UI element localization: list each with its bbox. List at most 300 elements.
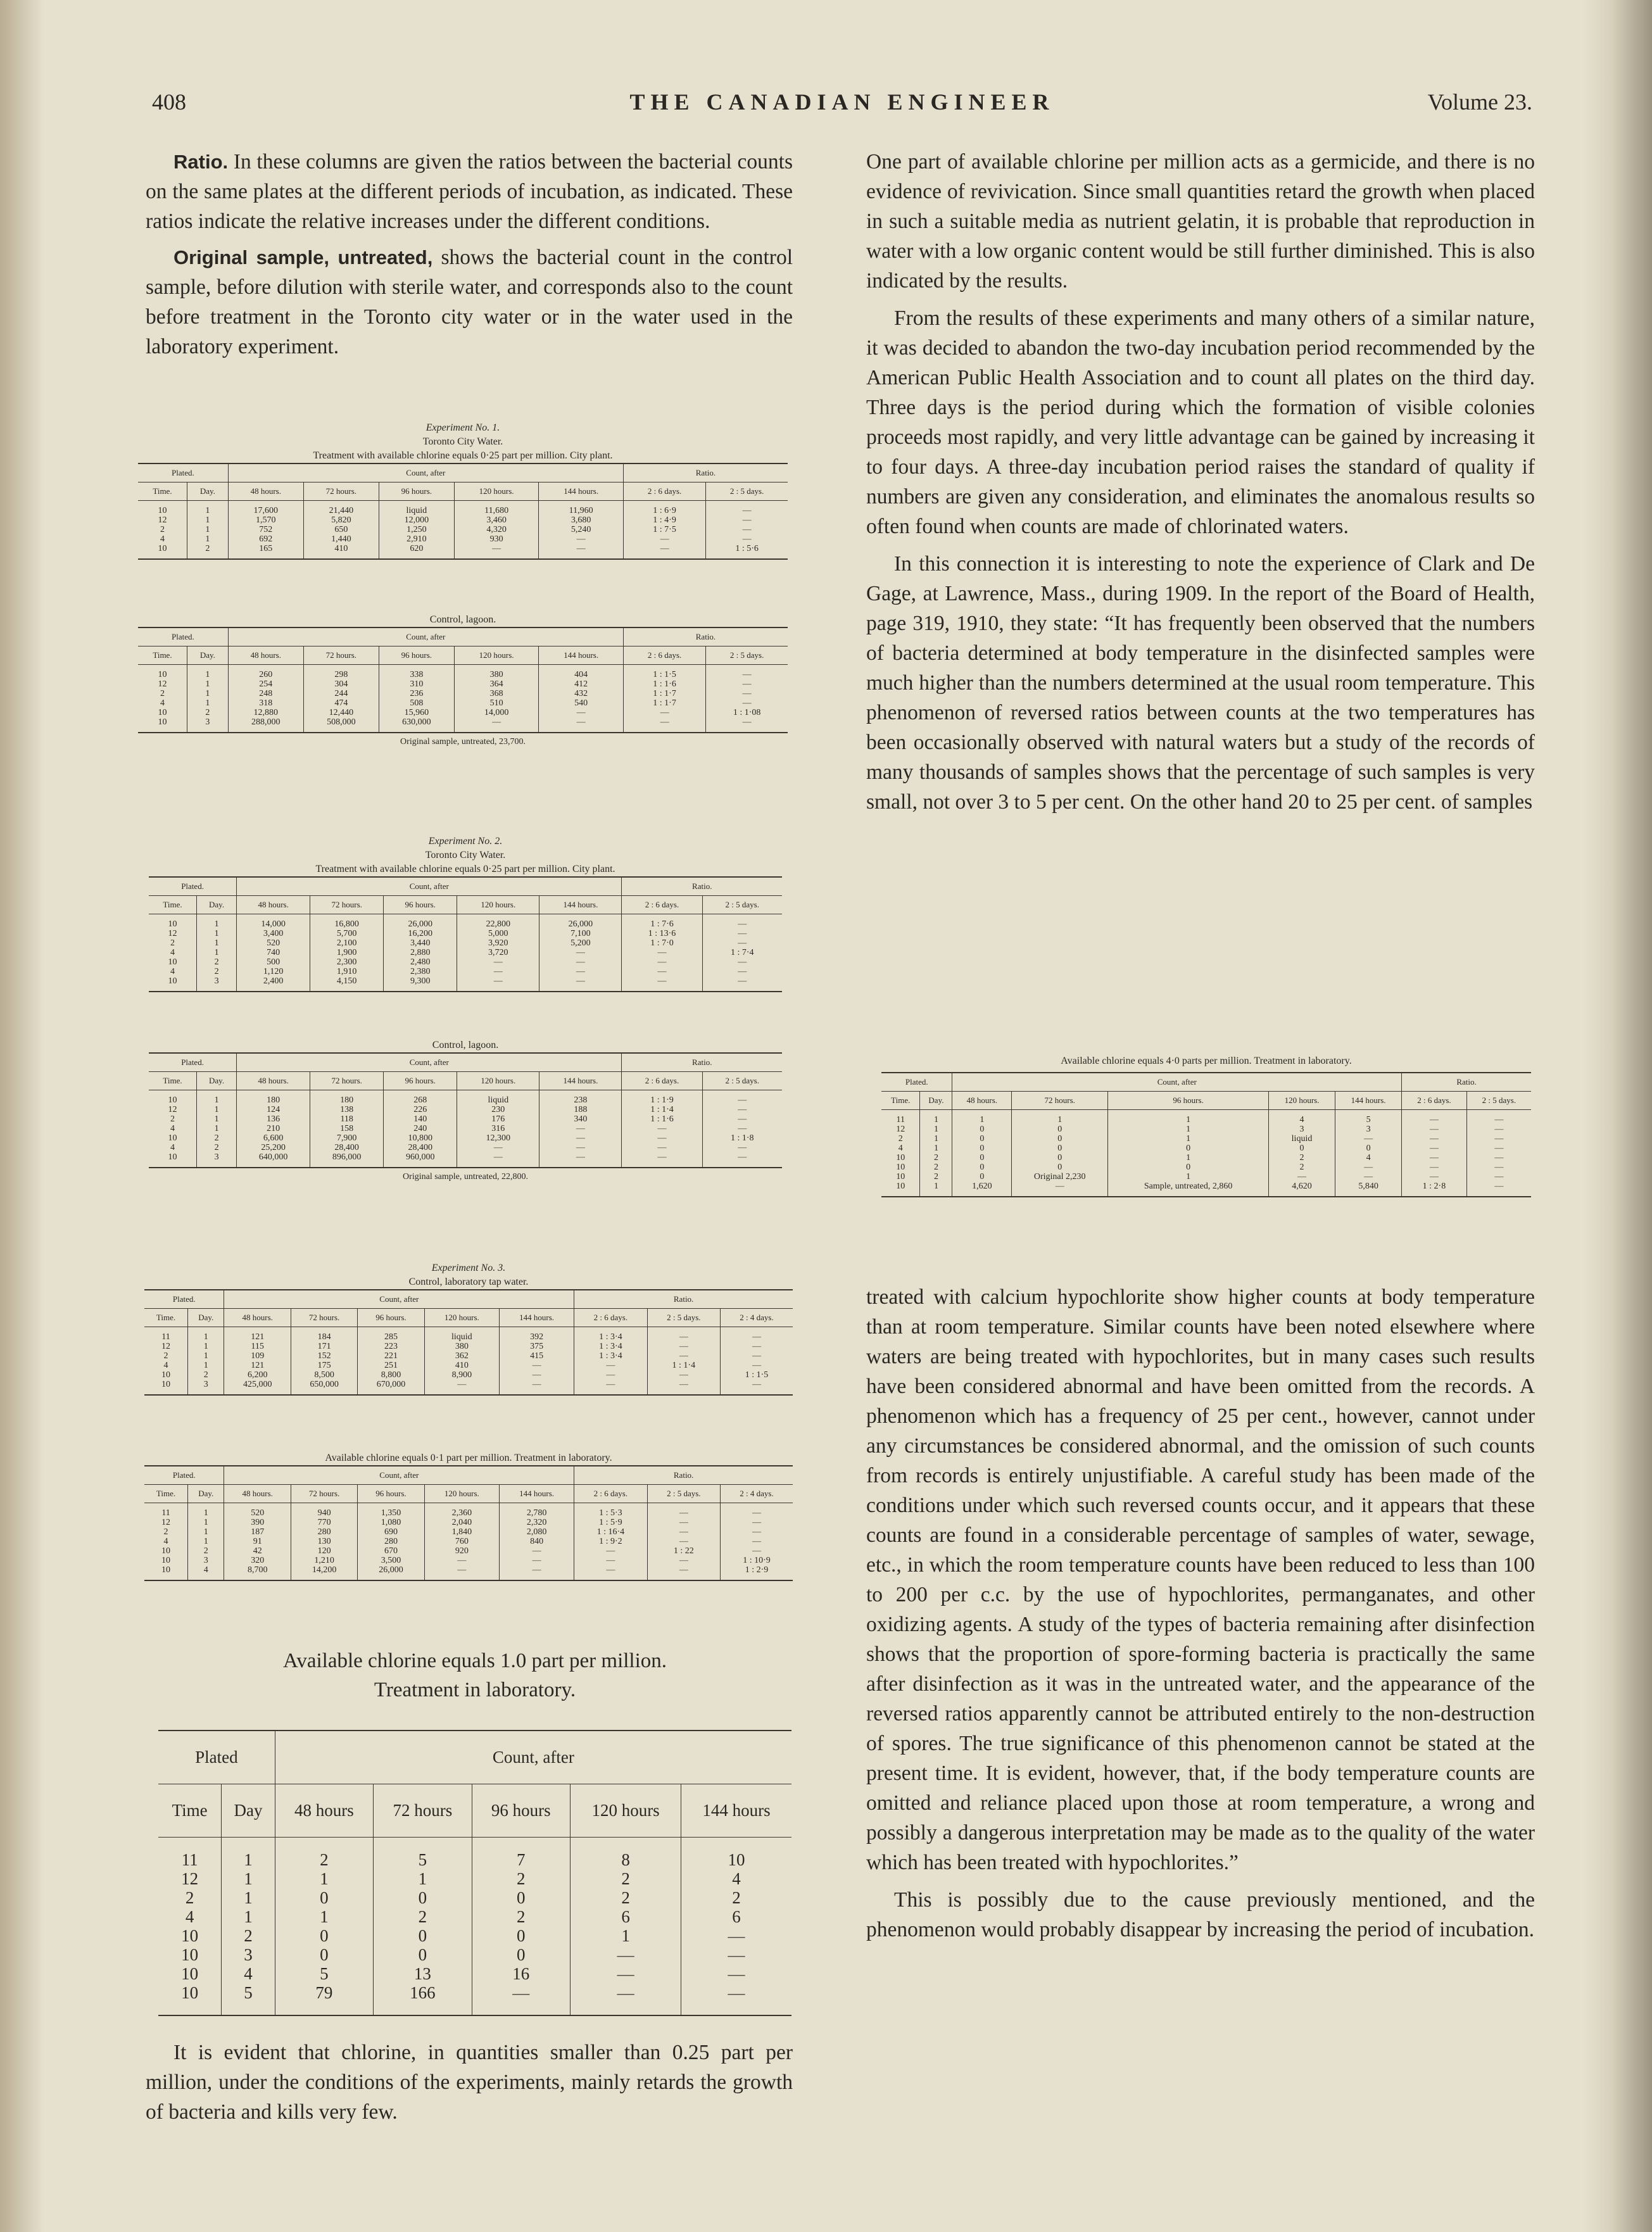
column-header: 2 : 5 days. — [702, 1072, 782, 1090]
table-cell: 2,080 — [526, 1527, 547, 1537]
column-values — [622, 1090, 702, 1168]
table-cell: 166 — [410, 1983, 436, 2002]
column-header: 72 hours. — [1012, 1092, 1108, 1110]
table-cell: 2 — [621, 1888, 630, 1907]
column-header: 72 hours — [374, 1784, 472, 1838]
page-edge-shadow — [1582, 0, 1652, 2232]
table-cell: 2 — [214, 957, 219, 967]
table-control-lagoon-2 — [149, 1038, 782, 1182]
table-cell: 136 — [267, 1114, 281, 1124]
column-header: 2 : 4 days. — [721, 1309, 793, 1327]
table-cell: 2,910 — [407, 534, 427, 544]
table-cell: — — [1429, 1153, 1439, 1163]
table-cell: 248 — [259, 689, 273, 698]
table-cell: 2 — [517, 1907, 526, 1926]
column-values — [622, 914, 702, 992]
table-cell: 5,200 — [571, 938, 591, 948]
table-cell: 26,000 — [379, 1565, 403, 1575]
table-cell: 14,000 — [484, 708, 509, 717]
table-cell: 1 — [214, 919, 219, 929]
page-number: 408 — [152, 89, 186, 115]
table-cell: 1 — [214, 1124, 219, 1133]
table-cell: — — [1429, 1163, 1439, 1172]
table-cell: 28,400 — [334, 1143, 359, 1152]
table-row — [149, 1090, 782, 1168]
table-cell: 1 : 2·8 — [1422, 1182, 1446, 1191]
table-cell: 8,800 — [381, 1370, 401, 1380]
table-cell: 8 — [621, 1850, 630, 1869]
table-cell: 2 — [621, 1869, 630, 1888]
column-values — [149, 914, 196, 992]
table-cell: — — [738, 938, 747, 948]
table-title: Control, lagoon. — [429, 614, 496, 625]
table-cell: 1 — [205, 525, 210, 534]
column-values — [623, 665, 705, 733]
table-cell: 1 — [320, 1869, 329, 1888]
table-cell: 1 — [1186, 1172, 1191, 1182]
column-values — [574, 1327, 647, 1396]
column-header: Time. — [138, 646, 187, 665]
column-header: 96 hours. — [379, 482, 454, 501]
table-cell: 10 — [181, 1945, 199, 1964]
table-cell: 2 — [732, 1888, 741, 1907]
column-values — [457, 1090, 539, 1168]
incubation-paragraph: From the results of these experiments and many others of a similar nature, it was decided to abandon the two-day incubation period recommended by the American Public Health Association and to count all plates on the third day. Three days is the period during which the formation of visible colonies proceeds most rapidly, and very little advantage can be gained by increasing it to four days. A three-day incubation period raises the standard of quality if numbers are given any consideration, and eliminates the anomalous results so often found when counts are made of chlorinated waters. — [866, 306, 1535, 538]
table-cell: 1 — [933, 1144, 938, 1153]
table-cell: 121 — [251, 1332, 265, 1342]
table-cell: 1 : 1·5 — [745, 1370, 769, 1380]
table-cell: 0 — [1186, 1144, 1191, 1153]
table-cell: 1 : 1·4 — [650, 1105, 674, 1114]
column-values — [149, 1090, 196, 1168]
table-cell: liquid — [406, 506, 427, 515]
table-cell: 12 — [168, 929, 177, 938]
table-row — [138, 665, 788, 733]
table-cell: 8,900 — [451, 1370, 472, 1380]
table-cell: 960,000 — [405, 1152, 435, 1162]
table-cell: 1 : 7·4 — [730, 948, 754, 957]
volume-label: Volume 23. — [1427, 89, 1532, 115]
column-header: Time. — [149, 896, 196, 914]
column-values — [187, 665, 228, 733]
column-header: 96 hours — [472, 1784, 570, 1838]
table-cell: 14,200 — [312, 1565, 337, 1575]
column-values — [1012, 1110, 1108, 1197]
table-cell: 1 : 10·9 — [743, 1556, 771, 1565]
table-cell: 412 — [574, 679, 588, 689]
table-cell: 0 — [320, 1945, 329, 1964]
table-cell: 12 — [168, 1105, 177, 1114]
column-header: 48 hours. — [952, 1092, 1012, 1110]
table-cell: 2,780 — [526, 1508, 547, 1518]
table-cell: Original 2,230 — [1033, 1172, 1086, 1182]
table-cell: 1,250 — [407, 525, 427, 534]
column-values — [952, 1110, 1012, 1197]
column-values — [647, 1503, 720, 1581]
table-cell: — — [617, 1964, 634, 1983]
column-header: 96 hours. — [358, 1485, 424, 1503]
table-cell: 432 — [574, 689, 588, 698]
table-cell: 3 — [214, 1152, 219, 1162]
table-cell: — — [752, 1537, 761, 1546]
table-cell: — — [1494, 1125, 1504, 1134]
table-cell: 1 — [203, 1537, 208, 1546]
table-cell: 2,100 — [336, 938, 357, 948]
table-cell: 188 — [574, 1105, 588, 1114]
table-cell: 165 — [259, 544, 273, 553]
table-cell: 0 — [418, 1945, 427, 1964]
group-header: Ratio. — [622, 1053, 782, 1072]
table-cell: 0 — [980, 1163, 985, 1172]
table-cell: 6 — [732, 1907, 741, 1926]
table-cell: 1,120 — [263, 967, 284, 976]
table-cell: 5,240 — [571, 525, 591, 534]
table-cell: 10 — [896, 1153, 905, 1163]
table-cell: — — [576, 708, 586, 717]
table-cell: 3,400 — [263, 929, 284, 938]
table-cell: — — [752, 1380, 761, 1389]
group-header: Count, after — [228, 627, 623, 646]
table-cell: 2 — [418, 1907, 427, 1926]
column-values — [224, 1503, 291, 1581]
table-cell: 1 : 3·4 — [599, 1351, 622, 1361]
group-header: Ratio. — [623, 627, 788, 646]
table-cell: 10 — [896, 1182, 905, 1191]
group-header: Ratio. — [574, 1466, 793, 1485]
column-header: 72 hours. — [291, 1485, 357, 1503]
table-cell: 10 — [168, 976, 177, 986]
column-values — [539, 914, 622, 992]
table-cell: 3 — [205, 717, 210, 727]
column-values — [310, 1090, 384, 1168]
column-header: Time. — [144, 1485, 188, 1503]
column-header: 144 hours. — [1335, 1092, 1402, 1110]
column-values — [574, 1503, 647, 1581]
column-header: 144 hours. — [499, 1309, 574, 1327]
right-column-top — [866, 147, 1535, 817]
table-cell: 1 — [203, 1351, 208, 1361]
table-cell: — — [752, 1546, 761, 1556]
table-cell: 4 — [1366, 1153, 1371, 1163]
table-cell: 2 — [214, 1143, 219, 1152]
table-cell: 4,620 — [1292, 1182, 1312, 1191]
column-values — [188, 1503, 224, 1581]
table-cell: 2 — [163, 1527, 168, 1537]
data-table — [881, 1072, 1531, 1197]
table-cell: 138 — [340, 1105, 354, 1114]
column-header: 144 hours. — [539, 896, 622, 914]
table-cell: 3 — [244, 1945, 253, 1964]
table-cell: 0 — [1186, 1163, 1191, 1172]
table-cell: — — [728, 1926, 745, 1945]
column-values — [1466, 1110, 1531, 1197]
table-cell: 1,570 — [256, 515, 276, 525]
table-cell: 1 : 16·4 — [596, 1527, 625, 1537]
column-header: 120 hours. — [424, 1485, 499, 1503]
table-cell: 0 — [418, 1888, 427, 1907]
table-cell: 10 — [896, 1172, 905, 1182]
column-values — [920, 1110, 952, 1197]
table-cell: 0 — [1366, 1144, 1371, 1153]
table-cell: 130 — [317, 1537, 331, 1546]
table-cell: — — [657, 957, 667, 967]
table-cell: — — [679, 1537, 688, 1546]
table-cell: 187 — [251, 1527, 265, 1537]
column-header: 48 hours. — [224, 1485, 291, 1503]
table-cell: 260 — [259, 670, 273, 679]
table-cell: 1 : 1·9 — [650, 1095, 674, 1105]
column-values — [623, 501, 705, 560]
table-cell: 0 — [418, 1926, 427, 1945]
column-values — [721, 1327, 793, 1396]
table-cell: 2 — [214, 1133, 219, 1143]
table-cell: — — [576, 948, 585, 957]
table-title: Experiment No. 1. — [426, 422, 500, 433]
table-cell: — — [1494, 1163, 1504, 1172]
table-cell: 180 — [340, 1095, 354, 1105]
table-cell: 10 — [161, 1370, 171, 1380]
table-cell: 10 — [168, 919, 177, 929]
column-header: 2 : 6 days. — [623, 482, 705, 501]
column-header: 2 : 6 days. — [574, 1485, 647, 1503]
table-cell: — — [742, 689, 752, 698]
table-cell: 240 — [413, 1124, 427, 1133]
table-cell: 0 — [980, 1125, 985, 1134]
table-cell: — — [742, 506, 752, 515]
column-header: Time — [158, 1784, 222, 1838]
table-cell: — — [679, 1508, 688, 1518]
group-header: Ratio. — [623, 463, 788, 482]
table-cell: 1,440 — [331, 534, 351, 544]
table-cell: — — [606, 1361, 615, 1370]
table-cell: — — [742, 525, 752, 534]
table-cell: — — [1494, 1172, 1504, 1182]
column-values — [457, 914, 539, 992]
column-values — [144, 1503, 188, 1581]
conclusion-paragraph: It is evident that chlorine, in quantities smaller than 0.25 part per million, under the conditions of the experiments, mainly retards the growth of bacteria and kills very few. — [146, 2041, 793, 2124]
column-header: 96 hours. — [384, 896, 457, 914]
table-cell: 1 — [214, 938, 219, 948]
data-table — [144, 1465, 793, 1581]
table-cell: — — [679, 1351, 688, 1361]
table-subtitle: Toronto City Water. — [422, 436, 503, 447]
table-cell: 1,210 — [314, 1556, 334, 1565]
table-cell: 2,040 — [451, 1518, 472, 1527]
table-cell: 770 — [317, 1518, 331, 1527]
table-cell: 12 — [158, 679, 167, 689]
table-cell: 508,000 — [327, 717, 356, 727]
table-cell: 1 — [621, 1926, 630, 1945]
column-header: 144 hours. — [539, 1072, 622, 1090]
column-header: 72 hours. — [303, 482, 379, 501]
data-table — [149, 1052, 782, 1168]
table-cell: — — [728, 1945, 745, 1964]
table-cell: — — [576, 957, 585, 967]
table-cell: 340 — [574, 1114, 588, 1124]
table-cell: 380 — [455, 1342, 469, 1351]
column-header: Day. — [920, 1092, 952, 1110]
table-cell: 1 — [933, 1134, 938, 1144]
table-cell: 11 — [161, 1332, 170, 1342]
table-cell: 10 — [896, 1163, 905, 1172]
table-cell: 1,620 — [972, 1182, 992, 1191]
table-cell: 840 — [530, 1537, 544, 1546]
table-cell: — — [679, 1527, 688, 1537]
table-cell: — — [606, 1546, 615, 1556]
column-values — [702, 914, 782, 992]
table-cell: — — [617, 1983, 634, 2002]
table-cell: 10 — [158, 717, 167, 727]
table-cell: 338 — [410, 670, 424, 679]
table-cell: — — [738, 919, 747, 929]
table-cell: 0 — [1057, 1134, 1062, 1144]
table-cell: 12 — [896, 1125, 905, 1134]
column-values — [379, 501, 454, 560]
table-cell: 392 — [530, 1332, 544, 1342]
column-header: 2 : 5 days. — [702, 896, 782, 914]
table-cell: 7,100 — [571, 929, 591, 938]
table-cell: 1 — [205, 534, 210, 544]
table-cell: 11 — [161, 1508, 170, 1518]
column-values — [1402, 1110, 1467, 1197]
column-values — [424, 1327, 499, 1396]
table-cell: 91 — [253, 1537, 262, 1546]
column-header: Time. — [144, 1309, 188, 1327]
table-cell: 10 — [161, 1556, 171, 1565]
table-cell: 10 — [728, 1850, 745, 1869]
group-header: Plated. — [138, 627, 228, 646]
table-cell: 10 — [168, 1152, 177, 1162]
table-cell: — — [738, 1143, 747, 1152]
table-cell: 2 — [1299, 1153, 1304, 1163]
column-values — [228, 501, 303, 560]
table-cell: 10 — [158, 670, 167, 679]
table-cell: 1 : 1·6 — [650, 1114, 674, 1124]
column-values — [499, 1327, 574, 1396]
table-cell: — — [679, 1380, 688, 1389]
data-table — [158, 1730, 791, 2016]
table-cell: 2 — [898, 1134, 903, 1144]
table-cell: — — [1494, 1182, 1504, 1191]
table-cell: 410 — [455, 1361, 469, 1370]
table-cell: 1 : 9·2 — [599, 1537, 622, 1546]
table-cell: 3,720 — [488, 948, 508, 957]
table-cell: 316 — [491, 1124, 505, 1133]
column-header: 96 hours. — [379, 646, 454, 665]
table-cell: — — [1364, 1163, 1373, 1172]
table-cell: 21,440 — [329, 506, 354, 515]
column-header: Day. — [196, 1072, 236, 1090]
table-cell: 2,880 — [410, 948, 431, 957]
table-cell: 10 — [161, 1380, 171, 1389]
table-cell: 280 — [384, 1537, 398, 1546]
table-cell: — — [606, 1380, 615, 1389]
table-cell: 2 — [203, 1546, 208, 1556]
table-cell: 1 — [1186, 1134, 1191, 1144]
column-header: 144 hours. — [539, 646, 624, 665]
column-values — [424, 1503, 499, 1581]
column-header: Time. — [138, 482, 187, 501]
column-header: Day. — [188, 1485, 224, 1503]
table-cell: 318 — [259, 698, 273, 708]
column-header: 120 hours. — [1268, 1092, 1335, 1110]
table-cell: 2,380 — [410, 967, 431, 976]
table-cell: 692 — [259, 534, 273, 544]
table-experiment-2 — [149, 835, 782, 992]
table-cell: 2 — [205, 544, 210, 553]
table-cell: — — [738, 1114, 747, 1124]
group-header: Plated. — [138, 463, 228, 482]
column-values — [275, 1838, 373, 2016]
table-cell: 109 — [251, 1351, 265, 1361]
group-header: Plated. — [149, 1053, 237, 1072]
table-cell: 415 — [530, 1351, 544, 1361]
table-cell: — — [660, 534, 669, 544]
table-cell: — — [576, 717, 586, 727]
column-values — [224, 1327, 291, 1396]
table-cell: — — [576, 1152, 585, 1162]
table-cell: 2,400 — [263, 976, 284, 986]
table-cell: — — [738, 929, 747, 938]
table-cell: 1 : 2·9 — [745, 1565, 769, 1575]
table-cell: — — [532, 1370, 541, 1380]
column-values — [303, 665, 379, 733]
table-cell: 10 — [158, 544, 167, 553]
table-cell: 740 — [267, 948, 281, 957]
table-cell: — — [738, 967, 747, 976]
table-cell: 42 — [253, 1546, 262, 1556]
table-row — [881, 1110, 1531, 1197]
table-cell: — — [576, 967, 585, 976]
column-header: 96 hours. — [1108, 1092, 1269, 1110]
table-cell: 1 — [203, 1527, 208, 1537]
table-cell: 2 — [160, 525, 165, 534]
table-cell: — — [457, 1565, 467, 1575]
column-header: Day. — [188, 1309, 224, 1327]
table-cell: 251 — [384, 1361, 398, 1370]
table-cell: 0 — [1057, 1144, 1062, 1153]
table-cell: — — [752, 1508, 761, 1518]
table-cell: 12 — [161, 1518, 171, 1527]
hypochlorite-paragraph: treated with calcium hypochlorite show higher counts at body temperature than at room temperature. Similar counts have been noted elsewhere where waters are being treated with hypochlorites, but in many cases such results have been considered abnormal and have been omitted from the records. A phenomenon which has a frequency of 25 per cent., however, cannot under any circumstances be considered abnormal, and the omission of such counts from records is entirely unjustifiable. A careful study has been made of the conditions under which such reversed counts occur, and it appears that these counts are found in a considerable percentage of samples of water, sewage, etc., in which the room temperature counts have been reduced to less than 100 to 200 per c.c. by the use of hypochlorites, permanganates, and other oxidizing agents. A study of the types of bacteria remaining after disinfection shows that the proportion of spore-forming bacteria is practically the same after disinfection as it was in the untreated water, and the appearance of the reversed ratios apparently cannot be attributed entirely to the non-destruction of spores. The true significance of this phenomenon cannot be stated at the present time. It is evident, however, that, if the body temperature counts are omitted and reliance placed upon those at room temperature, a wrong and possibly a dangerous interpretation may be made as to the quality of the water which has been treated with hypochlorites.” — [866, 1285, 1535, 1874]
column-header: 48 hours. — [224, 1309, 291, 1327]
table-cell: 896,000 — [332, 1152, 362, 1162]
table-cell: — — [606, 1556, 615, 1565]
table-cell: 176 — [491, 1114, 505, 1124]
table-cell: 8,500 — [314, 1370, 334, 1380]
table-cell: — — [493, 957, 503, 967]
table-cell: 152 — [317, 1351, 331, 1361]
table-cell: 4,320 — [486, 525, 507, 534]
table-cell: 2 — [517, 1869, 526, 1888]
table-cell: — — [492, 717, 501, 727]
table-cell: — — [576, 1133, 585, 1143]
column-values — [454, 665, 539, 733]
table-cell: — — [738, 1095, 747, 1105]
table-cell: — — [660, 717, 669, 727]
table-cell: 11 — [896, 1115, 905, 1125]
table-cell: 5,700 — [336, 929, 357, 938]
data-table — [144, 1289, 793, 1396]
table-cell: 5,000 — [488, 929, 508, 938]
table-cell: 5 — [244, 1983, 253, 2002]
table-cell: 1 : 7·5 — [653, 525, 676, 534]
group-header: Ratio. — [622, 877, 782, 896]
table-subtitle: Control, laboratory tap water. — [408, 1277, 529, 1287]
table-cell: 4,150 — [336, 976, 357, 986]
table-cell: 1 : 1·8 — [730, 1133, 754, 1143]
table-cell: 1 — [1186, 1115, 1191, 1125]
